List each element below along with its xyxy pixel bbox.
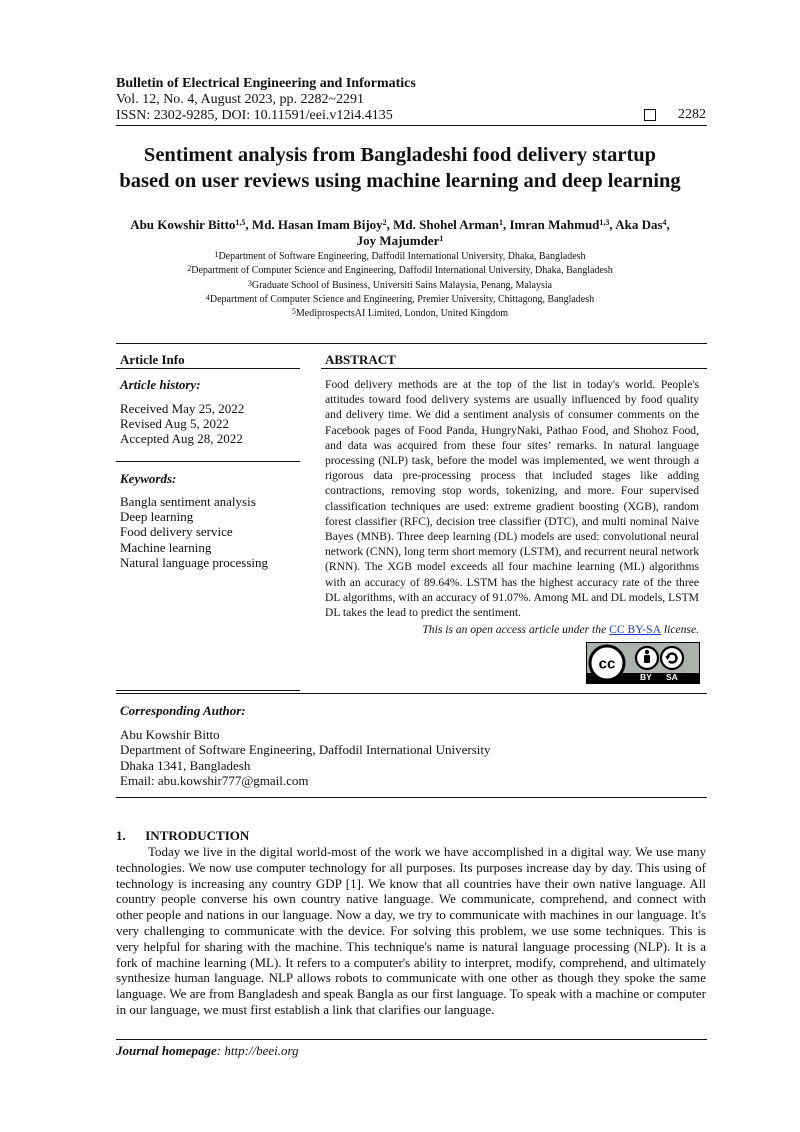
introduction-heading: 1. INTRODUCTION [116,828,250,843]
info-heading-rule-left [116,368,300,369]
introduction-paragraph: Today we live in the digital world-most of the work we have accomplished in a digital way. We use many technologies. We now use computer technology for all purposes. Its purposes increase day by day. This using of technology is increasing any country GDP [1]. We know that all countries have their own native language. All country people converse his own country native language. We communicate, comprehend, and connect with other people and nations in our language. Now a day, we try to communicate with machines in our language. It's very challenging to communicate with the device. For solving this problem, we use some techniques. This is very helpful for sharing with the machine. This technique's name is natural language processing (NLP). It is a fork of machine learning (ML). It refers to a computer's ability to interpret, modify, comprehend, and ultimately synthesize human language. NLP allows robots to communicate with one other as though they spoke the same language. We are from Bangladesh and speak Bangla as our first language. To speak with a machine or computer in our language, we must first establish a link that clarifies our language. [116,844,706,1017]
page-number: 2282 [678,107,706,122]
page-number-block [644,107,706,123]
affiliation: $^3$Graduate School of Business, Universiti Sains Malaysia, Penang, Malaysia [247,278,553,291]
by-person-icon [636,647,658,669]
corresponding-author-details [120,727,491,789]
keywords-bottom-rule [116,690,300,691]
author: Md. Hasan Imam Bijoy$^2$ [251,217,387,232]
history-revised: Revised Aug 5, 2022 [120,416,230,431]
author: Abu Kowshir Bitto$^{1,5}$ [130,217,246,232]
affiliation: $^5$MediprospectsAI Limited, London, United Kingdom [291,307,509,320]
svg-text:cc: cc [598,655,616,673]
article-info-heading: Article Info [120,352,185,367]
article-history-label: Article history: [120,377,201,392]
square-bullet-icon [644,109,656,121]
badge-by-label: BY [640,672,652,682]
badge-sa-label: SA [666,672,678,682]
author-list: Abu Kowshir Bitto$^{1,5}$, Md. Hasan Imam Bijoy$^2$, Md. Shohel Arman$^1$, Imran Mahmud$^{1,3}$, Aka Das$^4$, Joy Majumder$^1$ [130,217,670,248]
keyword: Deep learning [120,509,194,525]
keyword: Natural language processing [120,554,269,570]
corresponding-address: Dhaka 1341, Bangladesh [120,757,251,773]
keyword: Food delivery service [120,524,233,540]
paper-title [80,142,720,194]
keyword: Machine learning [120,539,212,555]
corresponding-name: Abu Kowshir Bitto [120,727,220,742]
journal-volume: Vol. 12, No. 4, August 2023, pp. 2282~2291 [116,92,365,107]
info-top-rule [116,343,707,344]
journal-homepage-link[interactable]: http://beei.org [224,1043,299,1058]
abstract-heading: ABSTRACT [325,352,396,367]
journal-issn-doi: ISSN: 2302-9285, DOI: 10.11591/eei.v12i4.4135 [116,108,393,123]
cc-by-sa-badge[interactable] [586,642,700,684]
author: Aka Das$^4$ [615,217,667,232]
cc-by-sa-link[interactable]: CC BY-SA [609,623,661,636]
history-accepted: Accepted Aug 28, 2022 [120,431,243,446]
footer-rule [116,1039,707,1040]
author: Imran Mahmud$^{1,3}$ [509,217,610,232]
keywords-label: Keywords: [120,471,177,486]
affiliation: $^4$Department of Computer Science and Engineering, Premier University, Chittagong, Bangladesh [205,292,595,305]
keyword: Bangla sentiment analysis [120,494,256,509]
corresponding-email: Email: abu.kowshir777@gmail.com [120,773,309,789]
affiliation: $^1$Department of Software Engineering, Daffodil International University, Dhaka, Bangladesh [214,250,586,262]
title-line-1: Sentiment analysis from Bangladeshi food delivery startup [143,144,657,166]
journal-homepage-label: Journal homepage [116,1043,217,1058]
article-history-list [120,401,244,446]
keywords-list [120,494,268,570]
affiliations [100,250,700,321]
history-rule [116,461,300,462]
info-heading-rule-right [321,368,707,369]
title-line-2: based on user reviews using machine learning and deep learning [119,170,681,192]
affiliation: $^2$Department of Computer Science and Engineering, Daffodil International University, Dhaka, Bangladesh [187,264,613,277]
corresponding-author-label: Corresponding Author: [120,703,246,718]
journal-name: Bulletin of Electrical Engineering and Informatics [116,76,416,91]
abstract-text: Food delivery methods are at the top of the list in today's world. People's attitudes toward food delivery systems are usually influenced by food quality and delivery time. We did a sentiment analysis of consumer comments on the Facebook pages of Food Panda, HungryNaki, Pathao Food, and Shohoz Food, and data was acquired from these four sites’ remarks. In natural language processing (NLP) task, before the model was implemented, we went through a rigorous data pre-processing process that included stages like adding contractions, removing stop words, tokenizing, and more. Four supervised classification techniques are used: extreme gradient boosting (XGB), random forest classifier (RFC), decision tree classifier (DTC), and multi nominal Naive Bayes (MNB). Three deep learning (DL) models are used: convolutional neural network (CNN), long term short memory (LSTM), and recurrent neural network (RNN). The XGB model exceeds all four machine learning (ML) algorithms with an accuracy of 89.64%. LSTM has the highest accuracy rate of the three DL algorithms, with an accuracy of 91.07%. Among ML and DL models, LSTM DL takes the lead to predict the sentiment. [325,378,699,620]
history-received: Received May 25, 2022 [120,401,245,416]
corresponding-bottom-rule [116,797,707,798]
journal-homepage: Journal homepage: http://beei.org [116,1043,299,1058]
header-rule [116,125,707,126]
license-statement: This is an open access article under the CC BY-SA license. [422,623,699,636]
sa-share-alike-icon [661,647,683,669]
author: Joy Majumder$^1$ [356,233,444,248]
corresponding-department: Department of Software Engineering, Daffodil International University [120,742,491,758]
abstract-bottom-rule [116,693,707,694]
author: Md. Shohel Arman$^1$ [393,217,503,232]
